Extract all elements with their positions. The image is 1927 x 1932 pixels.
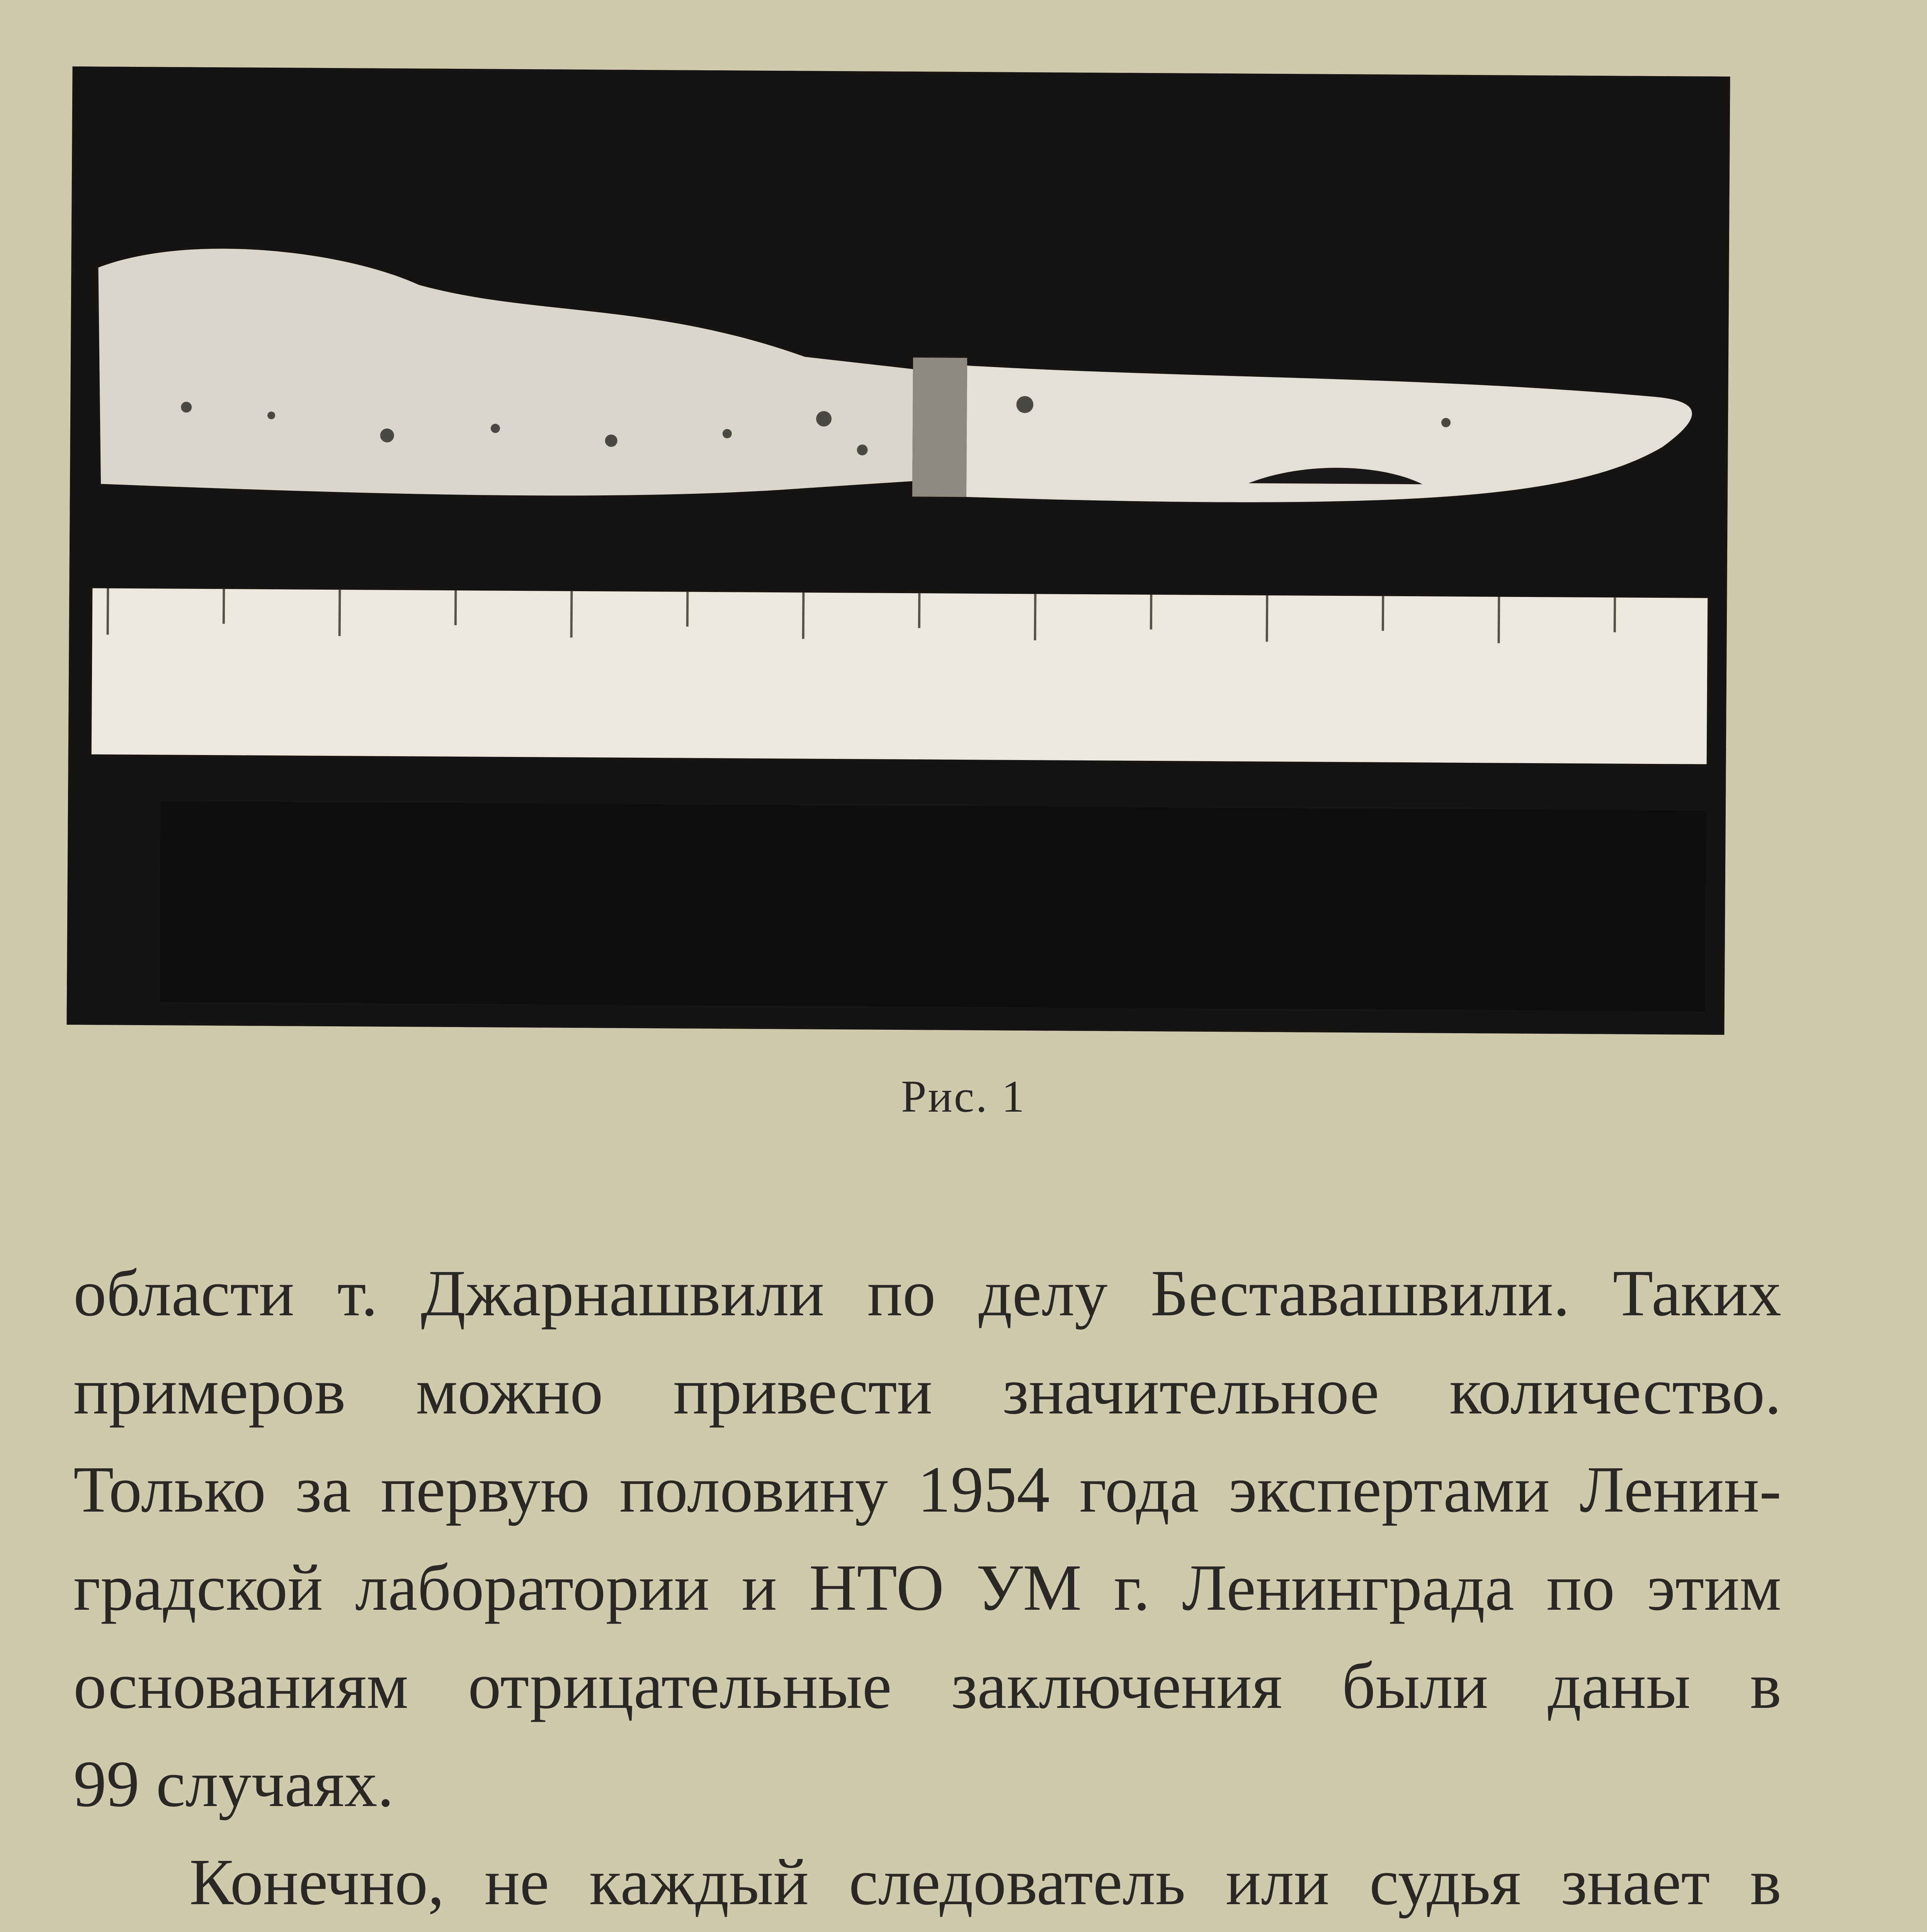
text-line: градской лаборатории и НТО УМ г. Ленинграда по этим — [73, 1551, 1781, 1624]
text-line: примеров можно привести значительное количество. — [73, 1355, 1781, 1428]
text-line: Только за первую половину 1954 года экспертами Ленин- — [73, 1453, 1781, 1526]
figure-photo — [66, 66, 1730, 1035]
text-line: области т. Джарнашвили по делу Беставашвили. Таких — [73, 1257, 1781, 1330]
text-line: Конечно, не каждый следователь или судья знает в — [189, 1845, 1781, 1918]
knife-bolster — [912, 357, 967, 497]
measuring-ruler — [92, 588, 1708, 764]
body-text — [73, 1244, 1781, 1932]
knife-photo-icon — [66, 66, 1730, 1035]
figure-caption: Рис. 1 — [901, 1071, 1026, 1122]
text-line: основаниям отрицательные заключения были даны в — [73, 1649, 1781, 1722]
text-line: 99 случаях. — [73, 1747, 394, 1820]
